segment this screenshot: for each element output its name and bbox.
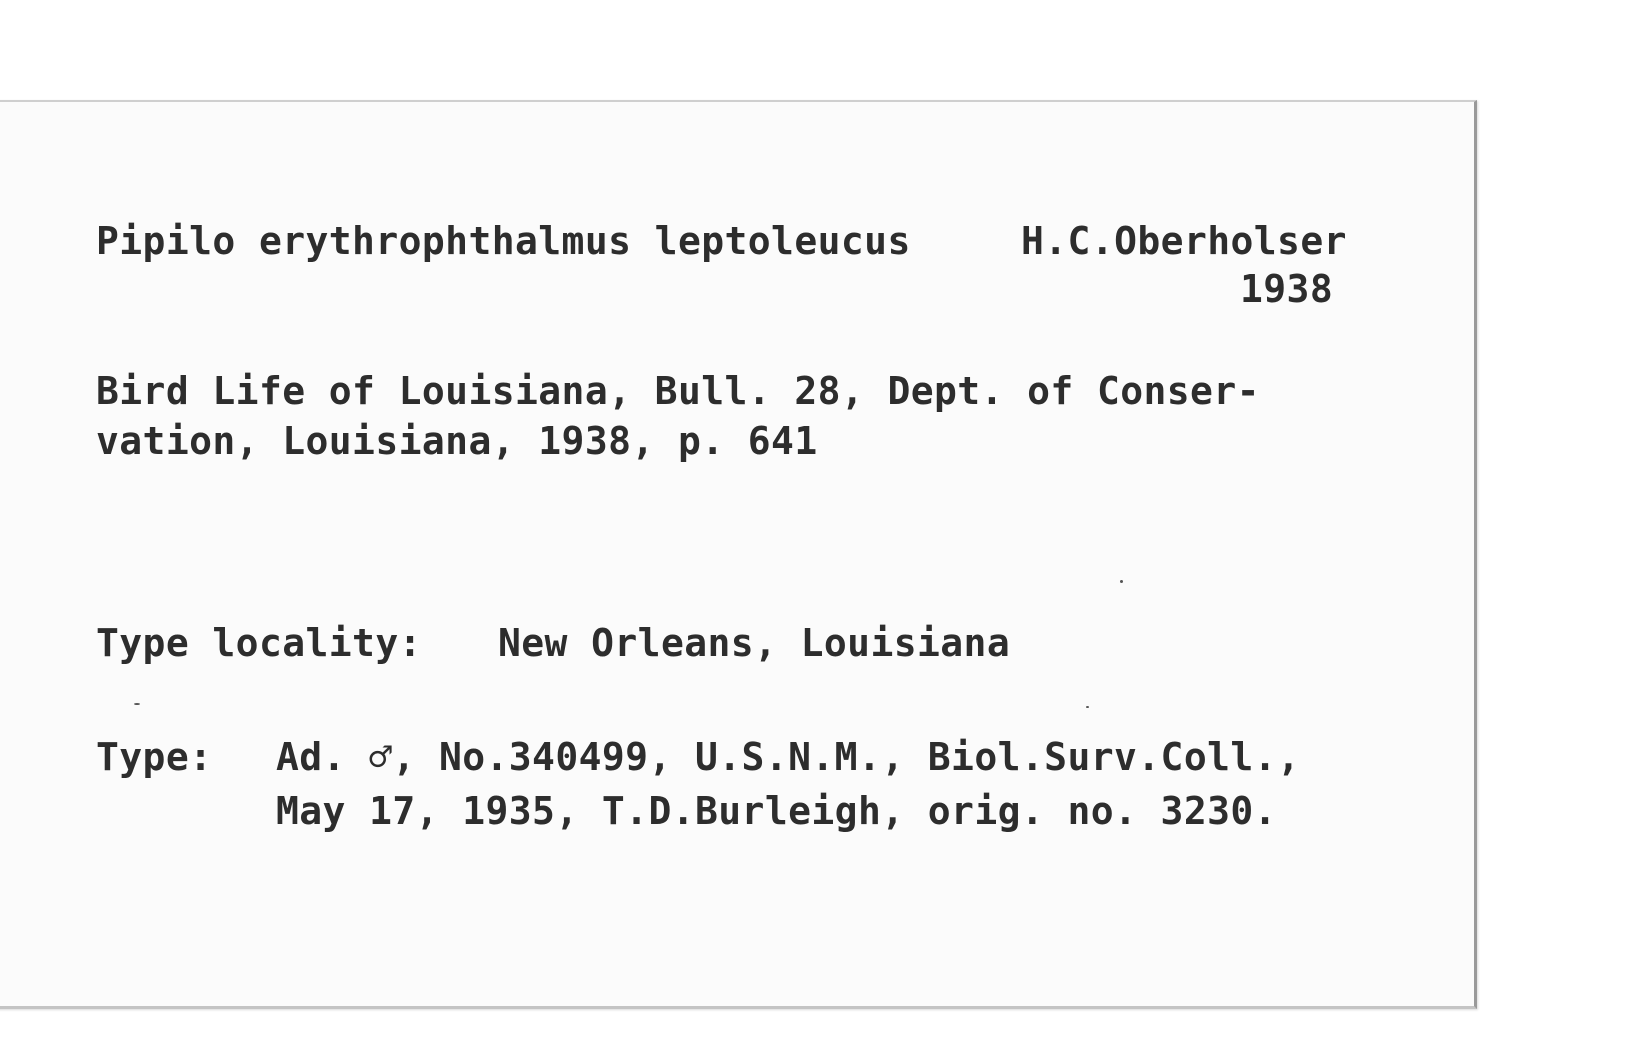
publication-line-1: Bird Life of Louisiana, Bull. 28, Dept. of Conser- [96, 369, 1260, 413]
species-name: Pipilo erythrophthalmus leptoleucus [96, 219, 911, 263]
paper-speck [134, 703, 140, 705]
author-name: H.C.Oberholser [1021, 219, 1347, 263]
type-locality-value: New Orleans, Louisiana [498, 621, 1011, 665]
paper-speck [1120, 580, 1123, 583]
type-details-line-1: Ad. ♂, No.340499, U.S.N.M., Biol.Surv.Coll., [276, 735, 1301, 779]
paper-speck [1086, 706, 1089, 708]
type-label: Type: [96, 735, 213, 779]
description-year: 1938 [1240, 267, 1334, 311]
type-details-line-2: May 17, 1935, T.D.Burleigh, orig. no. 3230. [276, 789, 1277, 833]
type-locality-label: Type locality: [96, 621, 422, 665]
specimen-index-card [0, 100, 1477, 1009]
publication-line-2: vation, Louisiana, 1938, p. 641 [96, 419, 818, 463]
